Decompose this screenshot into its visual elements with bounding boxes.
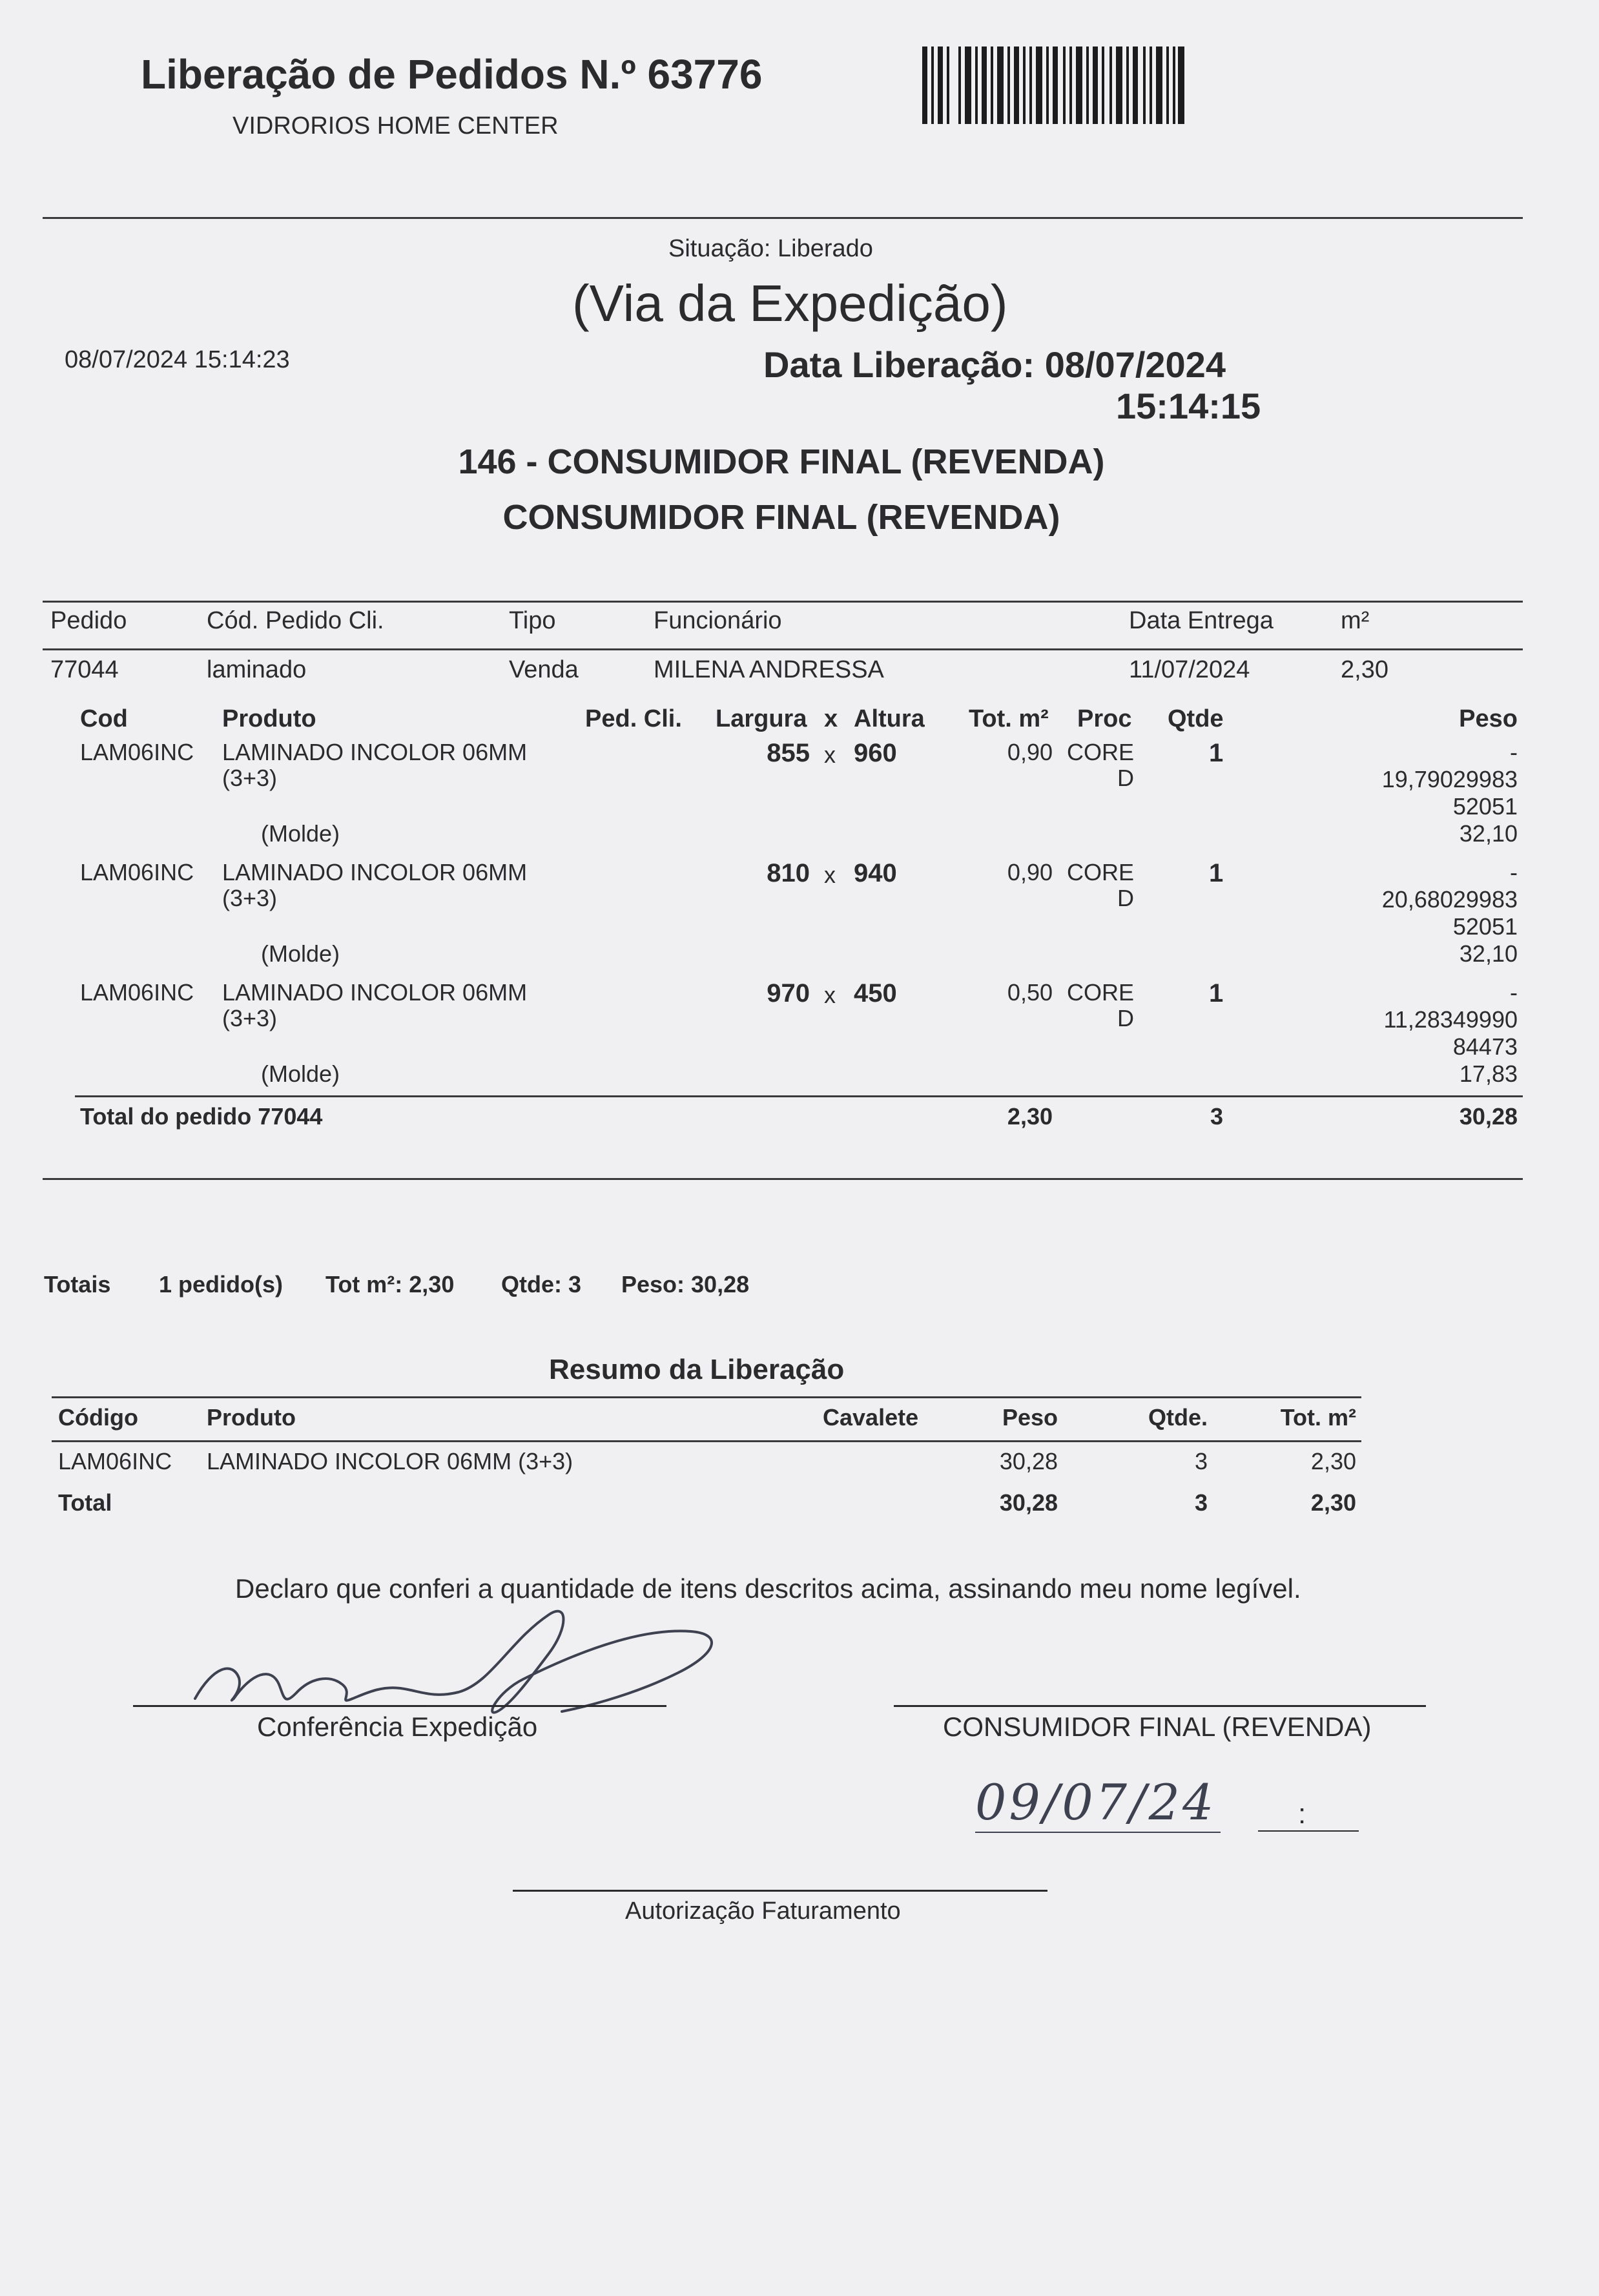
summary-col-codigo: Código (58, 1404, 138, 1431)
order-table-top-border (43, 601, 1523, 603)
item-qtde: 1 (1209, 859, 1224, 887)
items-col-produto: Produto (222, 705, 316, 732)
item-peso-total: 17,83 (1459, 1060, 1518, 1087)
col-tipo: Tipo (509, 607, 556, 634)
signature-line-expedicao (133, 1705, 666, 1707)
handwritten-date-underline (975, 1832, 1221, 1833)
company-name: VIDRORIOS HOME CENTER (232, 112, 559, 140)
item-peso-total: 32,10 (1459, 820, 1518, 847)
time-blank: : (1298, 1798, 1306, 1830)
item-produto: LAMINADO INCOLOR 06MM (222, 739, 528, 765)
order-total-divider (75, 1095, 1523, 1097)
item-peso-total: 32,10 (1459, 940, 1518, 967)
document-title: Liberação de Pedidos N.º 63776 (141, 51, 763, 98)
item-produto-suffix: (3+3) (222, 885, 278, 911)
col-funcionario: Funcionário (654, 607, 782, 634)
item-proc: CORE (1066, 859, 1134, 885)
totals-m2: Tot m²: 2,30 (325, 1271, 455, 1298)
item-tot-m2: 0,90 (1007, 859, 1053, 885)
order-total-peso: 30,28 (1459, 1103, 1518, 1130)
item-proc: CORE (1066, 739, 1134, 765)
item-peso-2: 84473 (1452, 1033, 1518, 1060)
signature-label-faturamento: Autorização Faturamento (625, 1898, 901, 1925)
declaration-text: Declaro que conferi a quantidade de itens descritos acima, assinando meu nome legível. (235, 1573, 1301, 1604)
order-total-qtde: 3 (1210, 1103, 1224, 1130)
item-cod: LAM06INC (80, 859, 194, 885)
item-peso-2: 52051 (1452, 793, 1518, 820)
summary-col-cavalete: Cavalete (823, 1404, 919, 1431)
order-m2: 2,30 (1341, 656, 1388, 683)
totals-qtde: Qtde: 3 (501, 1271, 582, 1298)
col-pedido: Pedido (50, 607, 127, 634)
items-col-proc: Proc (1077, 705, 1132, 732)
item-proc-suffix: D (1117, 885, 1134, 911)
copy-label: (Via da Expedição) (572, 274, 1008, 332)
item-produto: LAMINADO INCOLOR 06MM (222, 979, 528, 1006)
item-qtde: 1 (1209, 739, 1224, 767)
section-divider (43, 1178, 1523, 1180)
item-tot-m2: 0,90 (1007, 739, 1053, 765)
item-peso-dash: - (1510, 979, 1518, 1006)
summary-col-tot-m2: Tot. m² (1280, 1404, 1356, 1431)
summary-col-peso: Peso (1002, 1404, 1058, 1431)
summary-top-border (52, 1396, 1361, 1398)
col-cod-pedido-cli: Cód. Pedido Cli. (207, 607, 384, 634)
item-peso-1: 19,79029983 (1381, 766, 1518, 792)
item-cod: LAM06INC (80, 739, 194, 765)
order-table-header-border (43, 648, 1523, 650)
order-pedido: 77044 (50, 656, 119, 683)
signature-label-client: CONSUMIDOR FINAL (REVENDA) (943, 1712, 1372, 1742)
summary-total-tot-m2: 2,30 (1310, 1489, 1356, 1516)
item-peso-2: 52051 (1452, 913, 1518, 940)
item-x: x (824, 982, 836, 1008)
col-data-entrega: Data Entrega (1129, 607, 1274, 634)
summary-qtde: 3 (1194, 1448, 1208, 1474)
item-peso-dash: - (1510, 739, 1518, 765)
item-produto-suffix: (3+3) (222, 765, 278, 791)
summary-tot-m2: 2,30 (1310, 1448, 1356, 1474)
order-total-label: Total do pedido 77044 (80, 1103, 323, 1130)
client-line-1: 146 - CONSUMIDOR FINAL (REVENDA) (458, 442, 1105, 481)
items-col-ped-cli: Ped. Cli. (585, 705, 682, 732)
item-peso-1: 20,68029983 (1381, 886, 1518, 913)
item-tot-m2: 0,50 (1007, 979, 1053, 1006)
header-divider (43, 217, 1523, 219)
summary-produto: LAMINADO INCOLOR 06MM (3+3) (207, 1448, 573, 1474)
item-produto: LAMINADO INCOLOR 06MM (222, 859, 528, 885)
signature-label-expedicao: Conferência Expedição (257, 1712, 538, 1742)
order-data-entrega: 11/07/2024 (1129, 656, 1250, 683)
barcode (922, 47, 1184, 124)
item-proc: CORE (1066, 979, 1134, 1006)
item-altura: 450 (854, 979, 897, 1008)
order-cod-pedido-cli: laminado (207, 656, 307, 683)
items-col-largura: Largura (716, 705, 807, 732)
item-proc-suffix: D (1117, 1005, 1134, 1031)
summary-codigo: LAM06INC (58, 1448, 172, 1474)
item-largura: 855 (767, 739, 810, 767)
item-largura: 810 (767, 859, 810, 887)
item-proc-suffix: D (1117, 765, 1134, 791)
summary-total-qtde: 3 (1194, 1489, 1208, 1516)
item-note: (Molde) (261, 1060, 340, 1087)
items-col-peso: Peso (1459, 705, 1518, 732)
release-date: Data Liberação: 08/07/2024 (763, 344, 1226, 385)
item-produto-suffix: (3+3) (222, 1005, 278, 1031)
summary-col-produto: Produto (207, 1404, 296, 1431)
items-col-x: x (824, 705, 838, 732)
handwritten-date: 09/07/24 (975, 1774, 1217, 1831)
summary-total-label: Total (58, 1489, 112, 1516)
status-label: Situação: Liberado (668, 235, 873, 262)
item-x: x (824, 862, 836, 888)
summary-peso: 30,28 (999, 1448, 1058, 1474)
item-qtde: 1 (1209, 979, 1224, 1008)
item-note: (Molde) (261, 820, 340, 847)
item-altura: 960 (854, 739, 897, 767)
item-x: x (824, 741, 836, 768)
items-col-cod: Cod (80, 705, 128, 732)
order-total-m2: 2,30 (1007, 1103, 1053, 1130)
print-timestamp: 08/07/2024 15:14:23 (65, 346, 290, 373)
totals-label: Totais (44, 1271, 111, 1298)
summary-header-border (52, 1440, 1361, 1442)
item-note: (Molde) (261, 940, 340, 967)
order-funcionario: MILENA ANDRESSA (654, 656, 884, 683)
summary-title: Resumo da Liberação (549, 1354, 845, 1385)
item-altura: 940 (854, 859, 897, 887)
summary-col-qtde: Qtde. (1148, 1404, 1208, 1431)
items-col-qtde: Qtde (1168, 705, 1224, 732)
item-peso-1: 11,28349990 (1383, 1006, 1518, 1033)
summary-total-peso: 30,28 (999, 1489, 1058, 1516)
release-time: 15:14:15 (1116, 386, 1261, 426)
items-col-tot-m2: Tot. m² (969, 705, 1049, 732)
time-blank-underline (1258, 1830, 1359, 1832)
item-largura: 970 (767, 979, 810, 1008)
signature-line-client (894, 1705, 1426, 1707)
item-peso-dash: - (1510, 859, 1518, 885)
item-cod: LAM06INC (80, 979, 194, 1006)
order-tipo: Venda (509, 656, 579, 683)
items-col-altura: Altura (854, 705, 925, 732)
totals-peso: Peso: 30,28 (621, 1271, 750, 1298)
signature-line-faturamento (513, 1890, 1047, 1892)
totals-pedidos: 1 pedido(s) (159, 1271, 284, 1298)
client-line-2: CONSUMIDOR FINAL (REVENDA) (502, 498, 1060, 537)
col-m2: m² (1341, 607, 1370, 634)
